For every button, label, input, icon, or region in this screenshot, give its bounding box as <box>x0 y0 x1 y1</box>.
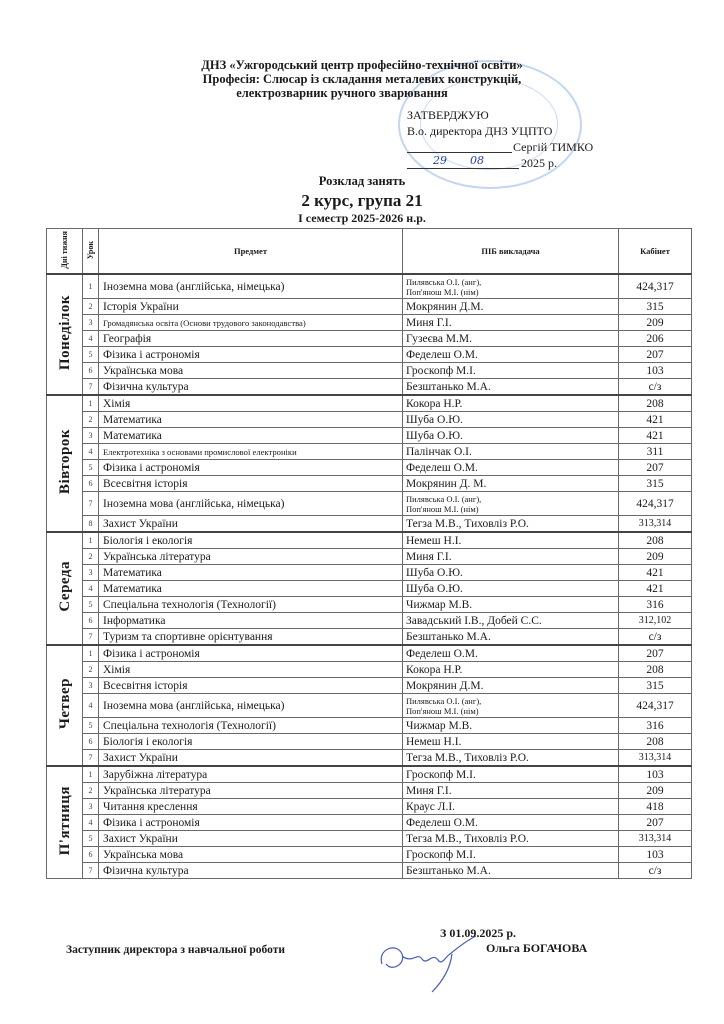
approval-signature-line <box>407 152 512 153</box>
lesson-number: 5 <box>83 718 99 734</box>
table-row <box>47 831 692 847</box>
lesson-number: 3 <box>83 565 99 581</box>
subject-cell: Фізична культура <box>99 379 403 396</box>
teacher-cell: Феделеш О.М. <box>403 460 619 476</box>
table-row <box>47 662 692 678</box>
table-row <box>47 274 692 299</box>
table-row <box>47 460 692 476</box>
subject-cell: Захист України <box>99 750 403 767</box>
teacher-cell: Миня Г.І. <box>403 783 619 799</box>
header-room: Кабінет <box>619 229 692 275</box>
subject-cell: Читання креслення <box>99 799 403 815</box>
teacher-name: Пилявська О.І. (анг), <box>406 695 482 706</box>
teacher-name: Поп'янош М.І. (нім) <box>406 705 479 716</box>
group-title: 2 курс, група 21 <box>301 191 423 210</box>
subject-cell: Математика <box>99 428 403 444</box>
table-row <box>47 678 692 694</box>
room-cell: 208 <box>619 532 692 549</box>
table-row <box>47 629 692 646</box>
room-cell: 103 <box>619 847 692 863</box>
subject-cell: Всесвітня історія <box>99 678 403 694</box>
lesson-number: 1 <box>83 274 99 299</box>
room-cell: 209 <box>619 549 692 565</box>
effective-date: З 01.09.2025 р. <box>440 926 517 940</box>
signatory-name: Ольга БОГАЧОВА <box>486 941 588 955</box>
room-cell: 311 <box>619 444 692 460</box>
teacher-cell: Гузеєва М.М. <box>403 331 619 347</box>
table-row <box>47 444 692 460</box>
room-cell: 207 <box>619 460 692 476</box>
table-row <box>47 645 692 662</box>
table-row <box>47 597 692 613</box>
room-cell: 103 <box>619 766 692 783</box>
teacher-cell: Тегза М.В., Тиховліз Р.О. <box>403 516 619 533</box>
subject-cell: Спеціальна технологія (Технології) <box>99 597 403 613</box>
teacher-cell <box>403 492 619 516</box>
subject-cell: Фізика і астрономія <box>99 645 403 662</box>
subject-cell: Іноземна мова (англійська, німецька) <box>99 694 403 718</box>
subject-cell: Математика <box>99 581 403 597</box>
day-name: Вівторок <box>56 428 73 495</box>
table-row <box>47 565 692 581</box>
schedule-title: Розклад занять <box>318 174 406 188</box>
lesson-number: 1 <box>83 395 99 412</box>
table-row <box>47 363 692 379</box>
header-teacher: ПІБ викладача <box>403 229 619 275</box>
teacher-name: Поп'янош М.І. (нім) <box>406 503 479 514</box>
teacher-cell: Кокора Н.Р. <box>403 662 619 678</box>
room-cell: с/з <box>619 379 692 396</box>
approval-name: Сергій ТИМКО <box>513 140 594 154</box>
table-row <box>47 549 692 565</box>
teacher-cell: Мокрянин Д.М. <box>403 678 619 694</box>
subject-cell: Українська мова <box>99 363 403 379</box>
lesson-number: 5 <box>83 347 99 363</box>
day-label <box>47 395 83 532</box>
approval-title: ЗАТВЕРДЖУЮ <box>407 108 489 122</box>
subject-cell: Громадянська освіта (Основи трудового законодавства) <box>99 315 403 331</box>
lesson-number: 7 <box>83 863 99 879</box>
room-cell: 421 <box>619 581 692 597</box>
room-cell: 208 <box>619 662 692 678</box>
header-subject: Предмет <box>99 229 403 275</box>
day-label <box>47 274 83 395</box>
table-row <box>47 815 692 831</box>
room-cell: 424,317 <box>619 274 692 299</box>
teacher-cell: Тегза М.В., Тиховліз Р.О. <box>403 831 619 847</box>
lesson-number: 4 <box>83 694 99 718</box>
teacher-cell <box>403 274 619 299</box>
teacher-cell: Шуба О.Ю. <box>403 428 619 444</box>
approval-day-handwritten: 29 <box>433 154 447 167</box>
subject-cell: Хімія <box>99 395 403 412</box>
room-cell: 316 <box>619 718 692 734</box>
subject-cell: Хімія <box>99 662 403 678</box>
lesson-number: 2 <box>83 662 99 678</box>
day-name: П'ятниця <box>56 785 73 856</box>
teacher-cell: Гроскопф М.І. <box>403 847 619 863</box>
subject-cell: Інформатика <box>99 613 403 629</box>
table-row <box>47 516 692 533</box>
room-cell: 315 <box>619 299 692 315</box>
subject-cell: Українська література <box>99 549 403 565</box>
approval-date-line <box>407 168 519 169</box>
lesson-number: 2 <box>83 299 99 315</box>
teacher-name: Пилявська О.І. (анг), <box>406 493 482 504</box>
subject-cell: Туризм та спортивне орієнтування <box>99 629 403 646</box>
table-row <box>47 863 692 879</box>
lesson-number: 6 <box>83 734 99 750</box>
room-cell: 313,314 <box>619 516 692 533</box>
table-row <box>47 331 692 347</box>
lesson-number: 4 <box>83 815 99 831</box>
lesson-number: 6 <box>83 476 99 492</box>
table-row <box>47 799 692 815</box>
institution-name: ДНЗ «Ужгородський центр професійно-технічної освіти» <box>201 58 523 72</box>
subject-cell: Географія <box>99 331 403 347</box>
room-cell: 312,102 <box>619 613 692 629</box>
room-cell: 315 <box>619 476 692 492</box>
lesson-number: 6 <box>83 363 99 379</box>
table-row <box>47 750 692 767</box>
table-row <box>47 395 692 412</box>
table-row <box>47 581 692 597</box>
lesson-number: 1 <box>83 645 99 662</box>
header-day: Дні тижня <box>47 229 83 275</box>
table-row <box>47 532 692 549</box>
subject-cell: Фізика і астрономія <box>99 460 403 476</box>
day-name: Середа <box>56 561 73 612</box>
lesson-number: 5 <box>83 597 99 613</box>
teacher-cell: Миня Г.І. <box>403 549 619 565</box>
room-cell: 207 <box>619 645 692 662</box>
lesson-number: 3 <box>83 428 99 444</box>
room-cell: 313,314 <box>619 750 692 767</box>
room-cell: 209 <box>619 783 692 799</box>
table-row <box>47 847 692 863</box>
lesson-number: 2 <box>83 412 99 428</box>
lesson-number: 6 <box>83 847 99 863</box>
room-cell: 421 <box>619 412 692 428</box>
schedule-table <box>46 228 692 879</box>
signatory-role: Заступник директора з навчальної роботи <box>66 944 285 956</box>
room-cell: 209 <box>619 315 692 331</box>
subject-cell: Біологія і екологія <box>99 734 403 750</box>
room-cell: 313,314 <box>619 831 692 847</box>
teacher-cell: Безштанько М.А. <box>403 629 619 646</box>
subject-cell: Всесвітня історія <box>99 476 403 492</box>
lesson-number: 1 <box>83 532 99 549</box>
room-cell: 315 <box>619 678 692 694</box>
table-row <box>47 734 692 750</box>
teacher-cell: Безштанько М.А. <box>403 379 619 396</box>
schedule-body <box>47 274 692 879</box>
lesson-number: 4 <box>83 581 99 597</box>
lesson-number: 6 <box>83 613 99 629</box>
teacher-cell: Краус Л.І. <box>403 799 619 815</box>
lesson-number: 5 <box>83 831 99 847</box>
teacher-cell: Гроскопф М.І. <box>403 363 619 379</box>
lesson-number: 3 <box>83 678 99 694</box>
table-row <box>47 412 692 428</box>
teacher-cell: Феделеш О.М. <box>403 347 619 363</box>
room-cell: 207 <box>619 347 692 363</box>
teacher-name: Пилявська О.І. (анг), <box>406 276 482 287</box>
teacher-cell: Палінчак О.І. <box>403 444 619 460</box>
room-cell: 418 <box>619 799 692 815</box>
lesson-number: 4 <box>83 444 99 460</box>
teacher-name: Поп'янош М.І. (нім) <box>406 286 479 297</box>
table-row <box>47 694 692 718</box>
table-row <box>47 428 692 444</box>
room-cell: 206 <box>619 331 692 347</box>
lesson-number: 2 <box>83 783 99 799</box>
subject-cell: Зарубіжна література <box>99 766 403 783</box>
teacher-cell: Тегза М.В., Тиховліз Р.О. <box>403 750 619 767</box>
teacher-cell: Миня Г.І. <box>403 315 619 331</box>
day-name: Четвер <box>56 677 73 730</box>
subject-cell: Іноземна мова (англійська, німецька) <box>99 492 403 516</box>
room-cell: 424,317 <box>619 694 692 718</box>
teacher-cell: Шуба О.Ю. <box>403 565 619 581</box>
subject-cell: Захист України <box>99 516 403 533</box>
subject-cell: Захист України <box>99 831 403 847</box>
room-cell: 316 <box>619 597 692 613</box>
room-cell: с/з <box>619 629 692 646</box>
table-row <box>47 347 692 363</box>
teacher-cell: Чижмар М.В. <box>403 597 619 613</box>
teacher-cell: Безштанько М.А. <box>403 863 619 879</box>
subject-cell: Історія України <box>99 299 403 315</box>
teacher-cell: Немеш Н.І. <box>403 734 619 750</box>
table-row <box>47 783 692 799</box>
teacher-cell: Мокрянин Д. М. <box>403 476 619 492</box>
lesson-number: 1 <box>83 766 99 783</box>
table-header-row <box>47 229 692 275</box>
teacher-cell: Феделеш О.М. <box>403 645 619 662</box>
subject-cell: Фізична культура <box>99 863 403 879</box>
approval-position: В.о. директора ДНЗ УЦПТО <box>407 124 553 138</box>
teacher-cell <box>403 694 619 718</box>
lesson-number: 2 <box>83 549 99 565</box>
room-cell: 421 <box>619 428 692 444</box>
lesson-number: 8 <box>83 516 99 533</box>
subject-cell: Математика <box>99 565 403 581</box>
lesson-number: 7 <box>83 629 99 646</box>
table-row <box>47 766 692 783</box>
day-name: Понеділок <box>56 294 73 371</box>
teacher-cell: Завадський І.В., Добей С.С. <box>403 613 619 629</box>
subject-cell: Біологія і екологія <box>99 532 403 549</box>
day-label <box>47 532 83 645</box>
handwritten-signature <box>372 934 482 994</box>
lesson-number: 3 <box>83 799 99 815</box>
teacher-cell: Шуба О.Ю. <box>403 412 619 428</box>
teacher-cell: Шуба О.Ю. <box>403 581 619 597</box>
approval-month-handwritten: 08 <box>470 154 484 167</box>
room-cell: 421 <box>619 565 692 581</box>
room-cell: 208 <box>619 395 692 412</box>
lesson-number: 5 <box>83 460 99 476</box>
subject-cell: Фізика і астрономія <box>99 347 403 363</box>
table-row <box>47 379 692 396</box>
lesson-number: 3 <box>83 315 99 331</box>
day-label <box>47 645 83 766</box>
approval-year: 2025 р. <box>521 156 557 170</box>
room-cell: 103 <box>619 363 692 379</box>
lesson-number: 7 <box>83 379 99 396</box>
table-row <box>47 476 692 492</box>
table-row <box>47 315 692 331</box>
day-label <box>47 766 83 879</box>
subject-cell: Фізика і астрономія <box>99 815 403 831</box>
table-row <box>47 299 692 315</box>
teacher-cell: Немеш Н.І. <box>403 532 619 549</box>
table-row <box>47 613 692 629</box>
subject-cell: Математика <box>99 412 403 428</box>
room-cell: с/з <box>619 863 692 879</box>
teacher-cell: Чижмар М.В. <box>403 718 619 734</box>
room-cell: 207 <box>619 815 692 831</box>
subject-cell: Українська література <box>99 783 403 799</box>
table-row <box>47 492 692 516</box>
room-cell: 424,317 <box>619 492 692 516</box>
subject-cell: Українська мова <box>99 847 403 863</box>
lesson-number: 7 <box>83 750 99 767</box>
profession-line-2: електрозварник ручного зварювання <box>236 86 448 100</box>
header-lesson: Урок <box>83 229 99 275</box>
lesson-number: 7 <box>83 492 99 516</box>
teacher-cell: Феделеш О.М. <box>403 815 619 831</box>
subject-cell: Спеціальна технологія (Технології) <box>99 718 403 734</box>
teacher-cell: Мокрянин Д.М. <box>403 299 619 315</box>
teacher-cell: Кокора Н.Р. <box>403 395 619 412</box>
profession-line-1: Професія: Слюсар із складання металевих конструкцій, <box>202 72 522 86</box>
lesson-number: 4 <box>83 331 99 347</box>
subject-cell: Електротехніка з основами промислової електроніки <box>99 444 403 460</box>
semester-title: І семестр 2025-2026 н.р. <box>298 211 426 225</box>
table-row <box>47 718 692 734</box>
subject-cell: Іноземна мова (англійська, німецька) <box>99 274 403 299</box>
room-cell: 208 <box>619 734 692 750</box>
teacher-cell: Гроскопф М.І. <box>403 766 619 783</box>
